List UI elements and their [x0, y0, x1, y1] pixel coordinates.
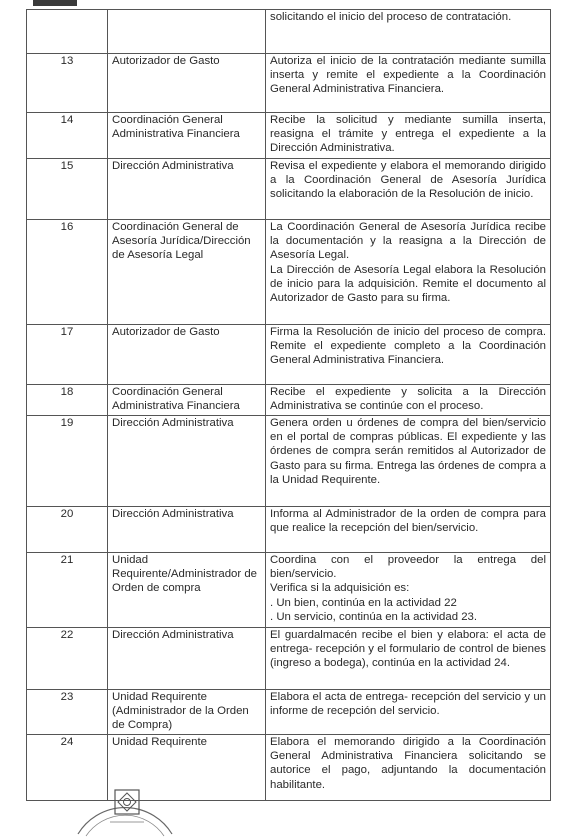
- table-row: [27, 385, 551, 416]
- description-paragraph: Recibe la solicitud y mediante sumilla inserta, reasigna el trámite y entrega el expediente a la Dirección Administrativa.: [270, 114, 546, 155]
- responsible-unit: Dirección Administrativa: [108, 416, 266, 507]
- activity-number: 20: [27, 507, 108, 553]
- description-paragraph: . Un servicio, continúa en la actividad 23.: [270, 610, 478, 623]
- description-paragraph: Revisa el expediente y elabora el memorando dirigido a la Coordinación General de Asesoría Jurídica solicitando la elaboración de la Resolución de inicio.: [270, 160, 546, 201]
- description-paragraph: El guardalmacén recibe el bien y elabora: el acta de entrega- recepción y el formulario de control de bienes (ingreso a bodega), continúa en la actividad 24.: [270, 629, 546, 670]
- table-row: [27, 325, 551, 385]
- official-seal: [70, 768, 180, 838]
- activity-number: 21: [27, 553, 108, 628]
- activity-description: [266, 553, 551, 628]
- responsible-unit: Autorizador de Gasto: [108, 54, 266, 113]
- activity-number: 16: [27, 220, 108, 325]
- activity-description: [266, 507, 551, 553]
- description-paragraph: Recibe el expediente y solicita a la Dirección Administrativa se continúe con el proceso.: [270, 386, 546, 413]
- description-paragraph: . Un bien, continúa en la actividad 22: [270, 596, 457, 609]
- activity-description: [266, 113, 551, 159]
- table-row: [27, 553, 551, 628]
- responsible-unit: Coordinación General Administrativa Financiera: [108, 113, 266, 159]
- activity-number: 22: [27, 628, 108, 690]
- activity-description: [266, 416, 551, 507]
- description-paragraph: Verifica si la adquisición es:: [270, 582, 410, 595]
- table-row: [27, 220, 551, 325]
- description-paragraph: Coordina con el proveedor la entrega del bien/servicio.: [270, 554, 546, 581]
- table-row: [27, 159, 551, 220]
- description-paragraph: Informa al Administrador de la orden de compra para que realice la recepción del bien/servicio.: [270, 508, 546, 535]
- table-row: [27, 10, 551, 54]
- table-row: [27, 628, 551, 690]
- activity-number: [27, 10, 108, 54]
- activity-description: [266, 628, 551, 690]
- activity-number: 23: [27, 690, 108, 735]
- description-paragraph: Elabora el memorando dirigido a la Coordinación General Administrativa Financiera solicitando se autorice el pago, adjuntando la documentación habilitante.: [270, 736, 546, 791]
- activity-description: [266, 385, 551, 416]
- responsible-unit: Unidad Requirente: [108, 735, 266, 801]
- responsible-unit: [108, 10, 266, 54]
- activity-description: [266, 735, 551, 801]
- activity-number: 18: [27, 385, 108, 416]
- responsible-unit: Dirección Administrativa: [108, 159, 266, 220]
- activity-number: 17: [27, 325, 108, 385]
- header-mark: [33, 0, 77, 6]
- responsible-unit: Unidad Requirente/Administrador de Orden de compra: [108, 553, 266, 628]
- activity-number: 15: [27, 159, 108, 220]
- table-row: [27, 507, 551, 553]
- table-row: [27, 113, 551, 159]
- activity-description: [266, 690, 551, 735]
- activity-number: 14: [27, 113, 108, 159]
- responsible-unit: Dirección Administrativa: [108, 628, 266, 690]
- table-row: [27, 690, 551, 735]
- activity-description: [266, 54, 551, 113]
- activity-description: [266, 325, 551, 385]
- responsible-unit: Unidad Requirente (Administrador de la Orden de Compra): [108, 690, 266, 735]
- process-table: [26, 9, 551, 801]
- activity-number: 19: [27, 416, 108, 507]
- responsible-unit: Autorizador de Gasto: [108, 325, 266, 385]
- responsible-unit: Coordinación General de Asesoría Jurídica/Dirección de Asesoría Legal: [108, 220, 266, 325]
- description-paragraph: La Dirección de Asesoría Legal elabora la Resolución de inicio para la adquisición. Remite el documento al Autorizador de Gasto para su firma.: [270, 263, 546, 305]
- table-row: [27, 416, 551, 507]
- description-paragraph: La Coordinación General de Asesoría Jurídica recibe la documentación y la reasigna a la Dirección de Asesoría Legal.: [270, 221, 546, 262]
- activity-number: 13: [27, 54, 108, 113]
- responsible-unit: Dirección Administrativa: [108, 507, 266, 553]
- description-paragraph: Elabora el acta de entrega- recepción del servicio y un informe de recepción del servicio.: [270, 691, 546, 718]
- activity-description: [266, 10, 551, 54]
- table-row: [27, 54, 551, 113]
- description-paragraph: Firma la Resolución de inicio del proceso de compra. Remite el expediente completo a la Coordinación General Administrativa Financiera.: [270, 326, 546, 367]
- activity-description: [266, 220, 551, 325]
- responsible-unit: Coordinación General Administrativa Financiera: [108, 385, 266, 416]
- description-paragraph: Genera orden u órdenes de compra del bien/servicio en el portal de compras públicas. El expediente y las órdenes de compra serán remitidos al Autorizador de Gasto para su firma. Entrega las órdenes de compra a la Unidad Requirente.: [270, 417, 546, 486]
- description-paragraph: solicitando el inicio del proceso de contratación.: [270, 11, 512, 23]
- activity-number: 24: [27, 735, 108, 801]
- description-paragraph: Autoriza el inicio de la contratación mediante sumilla inserta y remite el expediente a la Coordinación General Administrativa Financiera.: [270, 55, 546, 96]
- activity-description: [266, 159, 551, 220]
